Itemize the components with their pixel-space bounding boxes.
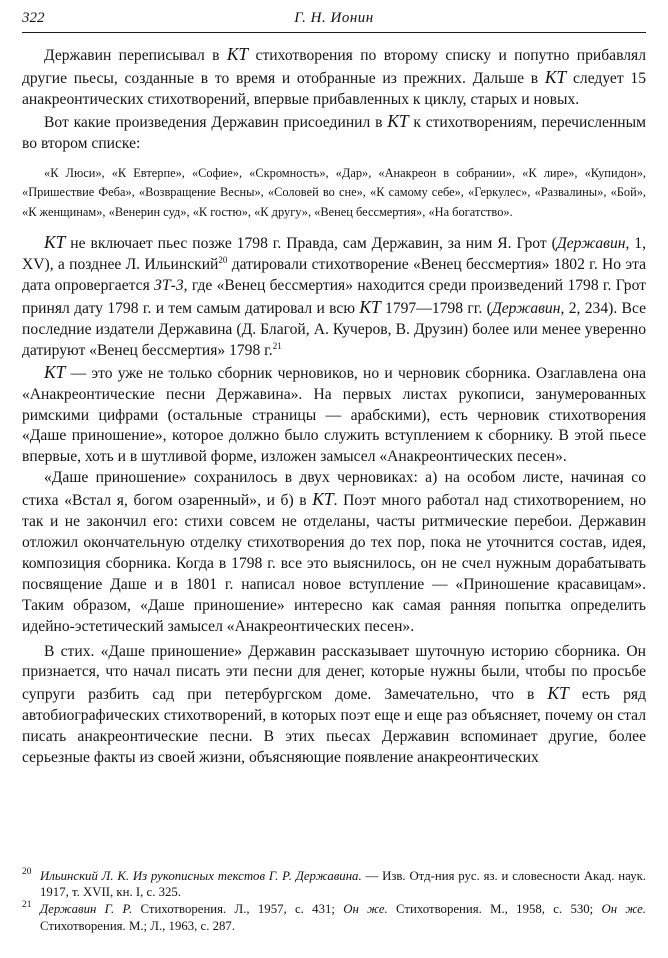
footnote-text: Державин Г. Р. Стихотворения. Л., 1957, с. 431; Он же. Стихотворения. М., 1958, с. 530; Он же. Стихотворения. М.; Л., 1963, с. 287. [40, 902, 647, 933]
running-header [22, 10, 646, 33]
footnote-ref-20: 20 [218, 255, 228, 266]
kt-abbrev: КТ [387, 110, 409, 131]
kt-abbrev: КТ [544, 66, 567, 87]
main-text [22, 44, 646, 769]
kt-abbrev: КТ [359, 297, 381, 318]
kt-abbrev: КТ [226, 44, 249, 64]
paragraph-4: КТ — это уже не только сборник черновиков, но и черновик сборника. Озаглавлена она «Анакреонтические песни Державина». На первых листах рукописи, занумерованных римскими цифрами (остальные страницы — арабскими), есть черновик стихотворения «Даше приношение», которое должно было служить вступлением к сборнику. В этой пьесе впервые, хоть и в шутливой форме, изложен замысел «Анакреонтических песен». [22, 361, 646, 466]
kt-abbrev: КТ [44, 232, 66, 253]
paragraph-6: В стих. «Даше приношение» Державин рассказывает шуточную историю сборника. Он признается, что начал писать эти песни для денег, которые нужны были, чтобы по просьбе супруги разбить сад при петербургском доме. Замечательно, что в КТ есть ряд автобиографических стихотворений, в которых поэт еще и еще раз объясняет, почему он стал писать анакреонтические песни. В этих пьесах Державин вспоминает другие, более серьезные факты из своей жизни, объясняющие появление анакреонтических [22, 642, 646, 767]
page-number: 322 [22, 10, 45, 26]
footnotes [22, 868, 646, 935]
footnote-21 [22, 901, 646, 933]
footnote-number: 21 [22, 900, 32, 911]
footnote-text: Ильинский Л. К. Из рукописных текстов Г. Р. Державина. — Изв. Отд-ния рус. яз. и словесности Акад. наук. 1917, т. XVII, кн. I, с. 325. [40, 869, 647, 900]
footnote-number: 20 [22, 867, 32, 877]
footnote-20 [22, 868, 646, 900]
kt-abbrev: КТ [547, 683, 569, 704]
paragraph-2: Вот какие произведения Державин присоединил в КТ к стихотворениям, перечисленным во втором списке: [22, 110, 647, 152]
paragraph-3: КТ не включает пьес позже 1798 г. Правда, сам Державин, за ним Я. Грот (Державин, 1, XV), а позднее Л. Ильинский$^{20}$ датировали стихотворение «Венец бессмертия» 1802 г. Но эта дата опровергается ЗТ-3, где «Венец бессмертия» находится среди произведений 1798 г. Грот принял дату 1798 г. и тем самым датировал и всю КТ 1797—1798 гг. (Державин, 2, 234). Все последние издатели Державина (Д. Благой, А. Кучеров, В. Друзин) более или менее уверенно датируют «Венец бессмертия» 1798 г.$^{21}$ [22, 232, 647, 359]
footnote-ref-21: 21 [272, 340, 282, 351]
poem-title-list: «К Люси», «К Евтерпе», «Софие», «Скромность», «Дар», «Анакреон в собрании», «К лире», «Купидон», «Пришествие Феба», «Возвращение Весны», «Соловей во сне», «К самому себе», «Геркулес», «Развалины», «Бой», «К женщинам», «Венерин суд», «К гостю», «К другу», «Венец бессмертия», «На богатство». [22, 165, 646, 219]
running-head-author: Г. Н. Ионин [294, 10, 374, 26]
kt-abbrev: КТ [44, 361, 66, 382]
paragraph-5: «Даше приношение» сохранилось в двух черновиках: а) на особом листе, начиная со стиха «Встал я, богом озаренный», и б) в КТ. Поэт много работал над стихотворением, но так и не закончил его: стихи совсем не отделаны, часты ритмические перебои. Державин отложил окончательную отделку стихотворения до тех пор, пока не уточнится состав, идея, композиция сборника. Когда в 1798 г. все это выяснилось, он не счел нужным дорабатывать посвящение Даше и в 1801 г. написал новое вступление — «Приношение красавицам». Таким образом, «Даше приношение» интересно как самая ранняя попытка определить идейно-эстетический замысел «Анакреонтических песен». [22, 469, 646, 635]
paragraph-1: Державин переписывал в КТ стихотворения по второму списку и попутно прибавлял другие пьесы, созданные в то время и отобранные из прежних. Дальше в КТ следует 15 анакреонтических стихотворений, впервые прибавленных к циклу, старых и новых. [22, 44, 646, 108]
kt-abbrev: КТ [312, 489, 334, 510]
